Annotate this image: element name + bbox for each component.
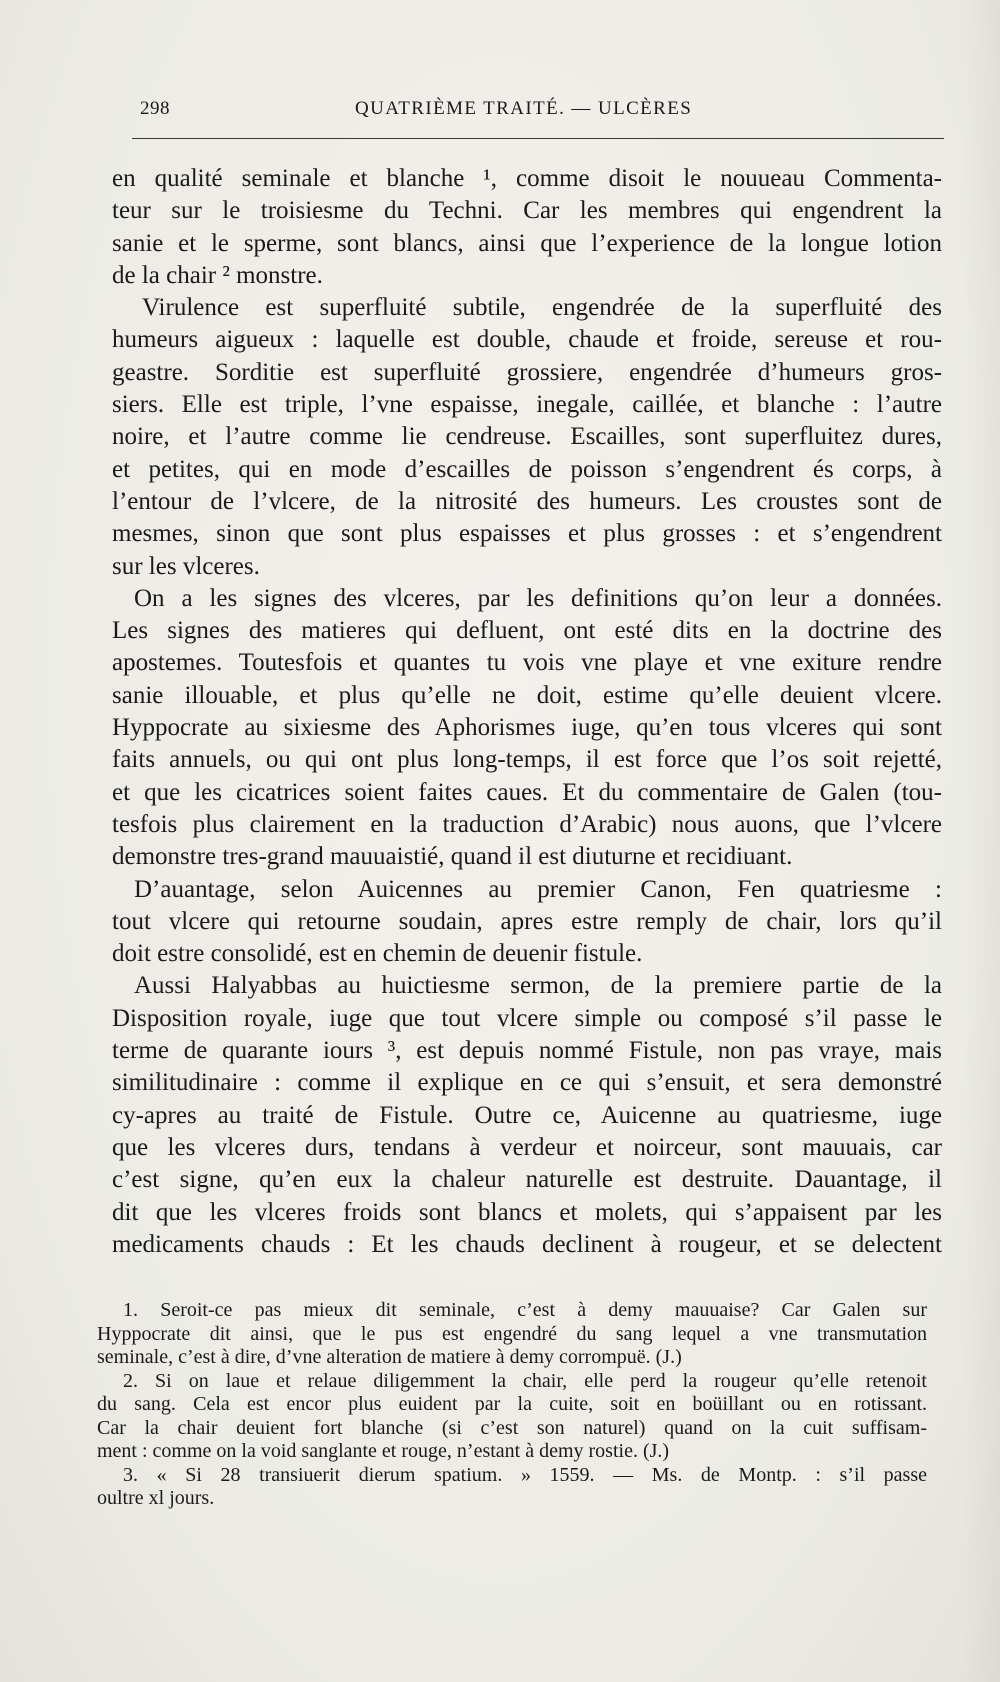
footnote-line: 3. « Si 28 transiuerit dierum spatium. » 1559. — Ms. de Montp. : s’il passe [123,1463,927,1486]
footnote-line: Car la chair deuient fort blanche (si c’est son naturel) quand on la cuit suffisam- [97,1416,927,1439]
text-line: l’entour de l’vlcere, de la nitrosité des humeurs. Les croustes sont de [112,487,942,515]
text-line: siers. Elle est triple, l’vne espaisse, inegale, caillée, et blanche : l’autre [112,391,942,419]
text-line: terme de quarante iours ³, est depuis nommé Fistule, non pas vraye, mais [112,1037,942,1065]
text-line: cy-apres au traité de Fistule. Outre ce, Auicenne au quatriesme, iuge [112,1101,942,1129]
text-line: tout vlcere qui retourne soudain, apres estre remply de chair, lors qu’il [112,907,942,935]
text-line: Disposition royale, iuge que tout vlcere simple ou composé s’il passe le [112,1004,942,1032]
footnote-line: oultre xl jours. [97,1487,215,1509]
text-line: teur sur le troisiesme du Techni. Car les membres qui engendrent la [112,197,942,225]
text-line: Hyppocrate au sixiesme des Aphorismes iuge, qu’en tous vlceres qui sont [112,714,942,742]
text-line: et que les cicatrices soient faites caues. Et du commentaire de Galen (tou- [112,778,942,806]
text-line: demonstre tres-grand mauuaistié, quand il est diuturne et recidiuant. [112,843,793,871]
text-line: geastre. Sorditie est superfluité grossiere, engendrée d’humeurs gros- [112,358,942,386]
text-line: sanie illouable, et plus qu’elle ne doit, estime qu’elle deuient vlcere. [112,681,942,709]
footnote-line: ment : comme on la void sanglante et rouge, n’estant à demy rostie. (J.) [97,1440,670,1462]
text-line: et petites, qui en mode d’escailles de poisson s’engendrent és corps, à [112,455,942,483]
text-line: c’est signe, qu’en eux la chaleur naturelle est destruite. Dauantage, il [112,1166,942,1194]
text-line: en qualité seminale et blanche ¹, comme disoit le nouueau Commenta- [112,165,942,192]
text-line: que les vlceres durs, tendans à verdeur et noirceur, sont mauuais, car [112,1133,942,1161]
header-rule [132,138,944,139]
text-line: de la chair ² monstre. [112,261,323,289]
footnote-line: seminale, c’est à dire, d’vne alteration de matiere à demy corrompuë. (J.) [97,1346,682,1368]
running-title: QUATRIÈME TRAITÉ. — ULCÈRES [355,98,693,119]
text-line: noire, et l’autre comme lie cendreuse. Escailles, sont superfluitez dures, [112,423,942,451]
text-line: humeurs aigueux : laquelle est double, chaude et froide, sereuse et rou- [112,326,942,354]
text-line: apostemes. Toutesfois et quantes tu vois vne playe et vne exiture rendre [112,649,942,677]
running-header [130,98,945,132]
footnote-line: 2. Si on laue et relaue diligemment la chair, elle perd la rougeur qu’elle retenoit [123,1369,927,1392]
text-line: tesfois plus clairement en la traduction d’Arabic) nous auons, que l’vlcere [112,810,942,838]
text-line: similitudinaire : comme il explique en ce qui s’ensuit, et sera demonstré [112,1069,942,1097]
page-number: 298 [140,98,170,119]
text-line: sur les vlceres. [112,552,260,580]
footnote-line: 1. Seroit-ce pas mieux dit seminale, c’est à demy mauuaise? Car Galen sur [123,1299,927,1321]
footnotes [97,1299,927,1511]
page-gutter-shadow [962,0,1000,1682]
footnote-line: du sang. Cela est encor plus euident par la cuite, soit en boüillant ou en rotissant. [97,1393,927,1415]
text-line: On a les signes des vlceres, par les definitions qu’on leur a données. [134,584,942,612]
text-line: faits annuels, ou qui ont plus long-temps, il est force que l’os soit rejetté, [112,746,942,774]
text-line: doit estre consolidé, est en chemin de deuenir fistule. [112,940,643,968]
main-text [112,163,942,1261]
text-line: dit que les vlceres froids sont blancs et molets, qui s’appaisent par les [112,1198,942,1226]
text-line: medicaments chauds : Et les chauds declinent à rougeur, et se delectent [112,1230,942,1258]
text-line: Les signes des matieres qui defluent, ont esté dits en la doctrine des [112,617,942,645]
text-line: mesmes, sinon que sont plus espaisses et plus grosses : et s’engendrent [112,520,942,548]
footnote-line: Hyppocrate dit ainsi, que le pus est engendré du sang lequel a vne transmutation [97,1322,927,1345]
text-line: Virulence est superfluité subtile, engendrée de la superfluité des [142,294,942,322]
text-line: D’auantage, selon Auicennes au premier Canon, Fen quatriesme : [134,875,942,903]
text-line: Aussi Halyabbas au huictiesme sermon, de la premiere partie de la [134,972,942,1000]
text-line: sanie et le sperme, sont blancs, ainsi que l’experience de la longue lotion [112,229,942,257]
